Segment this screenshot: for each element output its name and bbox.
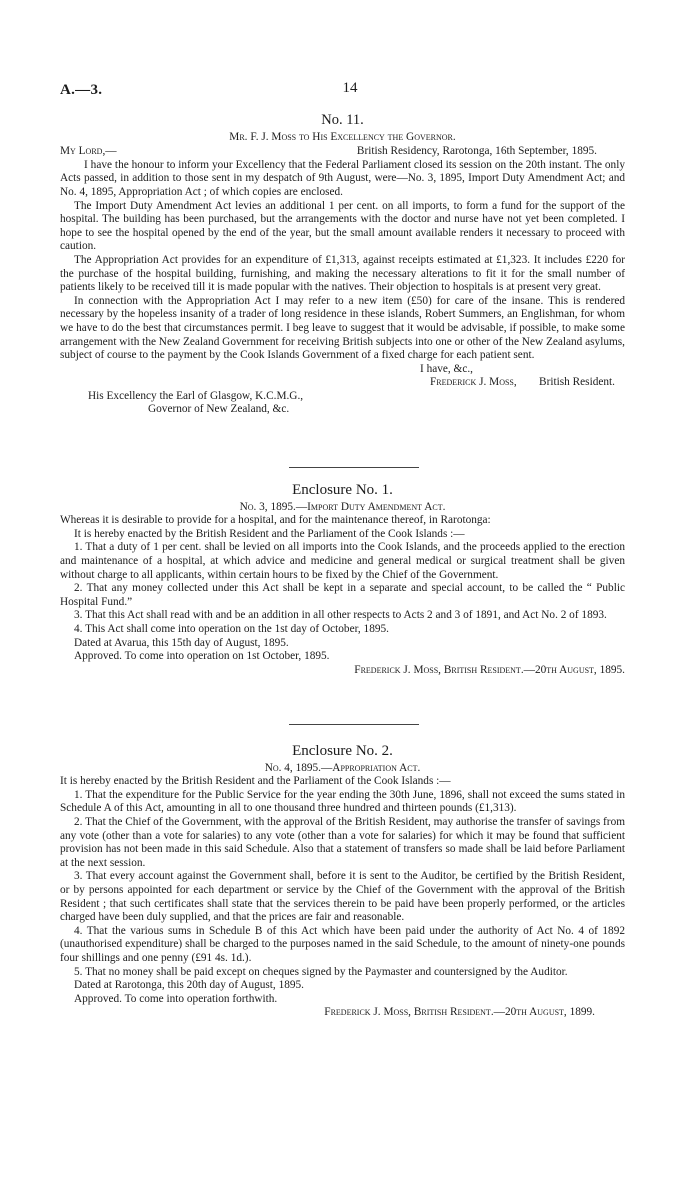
page-number: 14 <box>342 80 358 96</box>
divider-rule-2 <box>289 724 419 725</box>
enclosure-2-enactment: It is hereby enacted by the British Resident and the Parliament of the Cook Islands :— <box>60 775 451 788</box>
enclosure-1-signature: Frederick J. Moss, British Resident.—20th August, 1895. <box>354 663 625 676</box>
enclosure-1-section-1: 1. That a duty of 1 per cent. shall be levied on all imports into the Cook Islands, and the proceeds applied to the erection and maintenance of a hospital, at which advice and medicine and general medical or surgical treatment shall be given without charge to all applicants, within certain hours to be fixed by the Chief of the Government. <box>60 541 625 581</box>
letter-section <box>60 114 625 417</box>
enclosure-1 <box>60 484 625 677</box>
enclosure-1-section-2: 2. That any money collected under this Act shall be kept in a separate and special account, to be called the “ Public Hospital Fund.” <box>60 582 625 608</box>
enclosure-1-approved: Approved. To come into operation on 1st October, 1895. <box>74 650 330 663</box>
letter-signature-line <box>60 376 625 390</box>
letter-number: No. 11. <box>321 112 364 128</box>
enclosure-2-section-5: 5. That no money shall be paid except on cheques signed by the Paymaster and countersigned by the Auditor. <box>74 965 568 978</box>
dateline: British Residency, Rarotonga, 16th September, 1895. <box>356 145 597 158</box>
enclosure-2-section-1: 1. That the expenditure for the Public Service for the year ending the 30th June, 1896, shall not exceed the sums stated in Schedule A of this Act, amounting in all to one thousand three hundred and thirteen pounds (£1,313). <box>60 788 625 815</box>
enclosure-2-title: Enclosure No. 2. <box>292 743 393 759</box>
signature: Frederick J. Moss, <box>430 376 517 389</box>
salutation: My Lord,— <box>60 145 117 158</box>
enclosure-1-section-4: 4. This Act shall come into operation on the 1st day of October, 1895. <box>74 622 389 635</box>
enclosure-1-enactment: It is hereby enacted by the British Resident and the Parliament of the Cook Islands :— <box>74 527 465 540</box>
enclosure-1-preamble: Whereas it is desirable to provide for a hospital, and for the maintenance thereof, in Rarotonga: <box>60 514 491 527</box>
addressee-line-2: Governor of New Zealand, &c. <box>148 403 290 416</box>
enclosure-2-section-3: 3. That every account against the Government shall, before it is sent to the Auditor, be certified by the British Resident, or by persons appointed for each department or service by the Chief of the Government with the approval of the British Resident ; that such certificates shall state that the services therein to be paid have been properly performed, or the articles charged have been duly supplied, and that the prices are fair and reasonable. <box>60 870 625 924</box>
enclosure-1-dated: Dated at Avarua, this 15th day of August, 1895. <box>74 636 289 649</box>
enclosure-1-title: Enclosure No. 1. <box>292 482 393 498</box>
divider-rule-1 <box>289 467 419 468</box>
enclosure-2-dated: Dated at Rarotonga, this 20th day of August, 1895. <box>74 979 304 992</box>
enclosure-2-section-2: 2. That the Chief of the Government, with the approval of the British Resident, may authorise the transfer of savings from any vote (other than a vote for salaries) to any vote (other than a vote for salaries) for which it may be found that sufficient provision has not been made in this said Schedule. Also that a statement of transfers so made shall be laid before Parliament at the next session. <box>60 815 626 869</box>
addressee-line-1: His Excellency the Earl of Glasgow, K.C.M.G., <box>88 389 304 402</box>
enclosure-2-signature: Frederick J. Moss, British Resident.—20th August, 1899. <box>324 1006 595 1019</box>
letter-closing: I have, &c., <box>420 362 474 375</box>
enclosure-1-section-3: 3. That this Act shall read with and be an addition in all other respects to Acts 2 and 3 of 1891, and Act No. 2 of 1893. <box>74 609 607 622</box>
letter-paragraph-1: I have the honour to inform your Excellency that the Federal Parliament closed its session on the 20th instant. The only Acts passed, in addition to those sent in my despatch of 9th August, were—No. 3, 1895, Import Duty Amendment Act; and No. 4, 1895, Appropriation Act ; of which copies are enclosed. <box>60 158 625 198</box>
letter-heading: Mr. F. J. Moss to His Excellency the Governor. <box>229 130 456 143</box>
letter-paragraph-2: The Import Duty Amendment Act levies an additional 1 per cent. on all imports, to form a fund for the support of the hospital. The building has been purchased, but the arrangements with the doctor and nurse have not yet been completed. I hope to see the hospital opened by the end of the year, but the small amount available renders it necessary to proceed with caution. <box>60 199 625 253</box>
enclosure-1-subtitle: No. 3, 1895.—Import Duty Amendment Act. <box>239 500 446 513</box>
letter-paragraph-4: In connection with the Appropriation Act I may refer to a new item (£50) for care of the insane. This is rendered necessary by the hopeless insanity of a trader of long residence in these islands, Robert Summers, an Englishman, for whom we have to do the best that circumstances permit. I beg leave to suggest that it would be advisable, if possible, to make some arrangement with the New Zealand Government for receiving British subjects into one or other of the New Zealand asylums, subject of course to the payment by the Cook Islands Government of a fixed charge for each patient sent. <box>60 294 625 362</box>
enclosure-2-approved: Approved. To come into operation forthwith. <box>74 992 278 1005</box>
enclosure-2-subtitle: No. 4, 1895.—Appropriation Act. <box>264 761 421 774</box>
document-reference: A.—3. <box>60 82 103 98</box>
enclosure-2-section-4: 4. That the various sums in Schedule B of this Act which have been paid under the authority of Act No. 4 of 1892 (unauthorised expenditure) shall be charged to the purposes named in the said Schedule, to the amount of ninety-one pounds four shillings and one penny (£91 4s. 1d.). <box>60 924 625 964</box>
enclosure-2 <box>60 745 625 1020</box>
letter-paragraph-3: The Appropriation Act provides for an expenditure of £1,313, against receipts estimated at £1,323. It includes £220 for the purchase of the hospital building, furnishing, and making the necessary alterations to fit it for the small number of patients likely to be received till it is made popular with the natives. Their objection to hospitals is at present very great. <box>60 253 625 294</box>
letter-opening <box>60 145 625 159</box>
signature-title: British Resident. <box>539 376 615 389</box>
